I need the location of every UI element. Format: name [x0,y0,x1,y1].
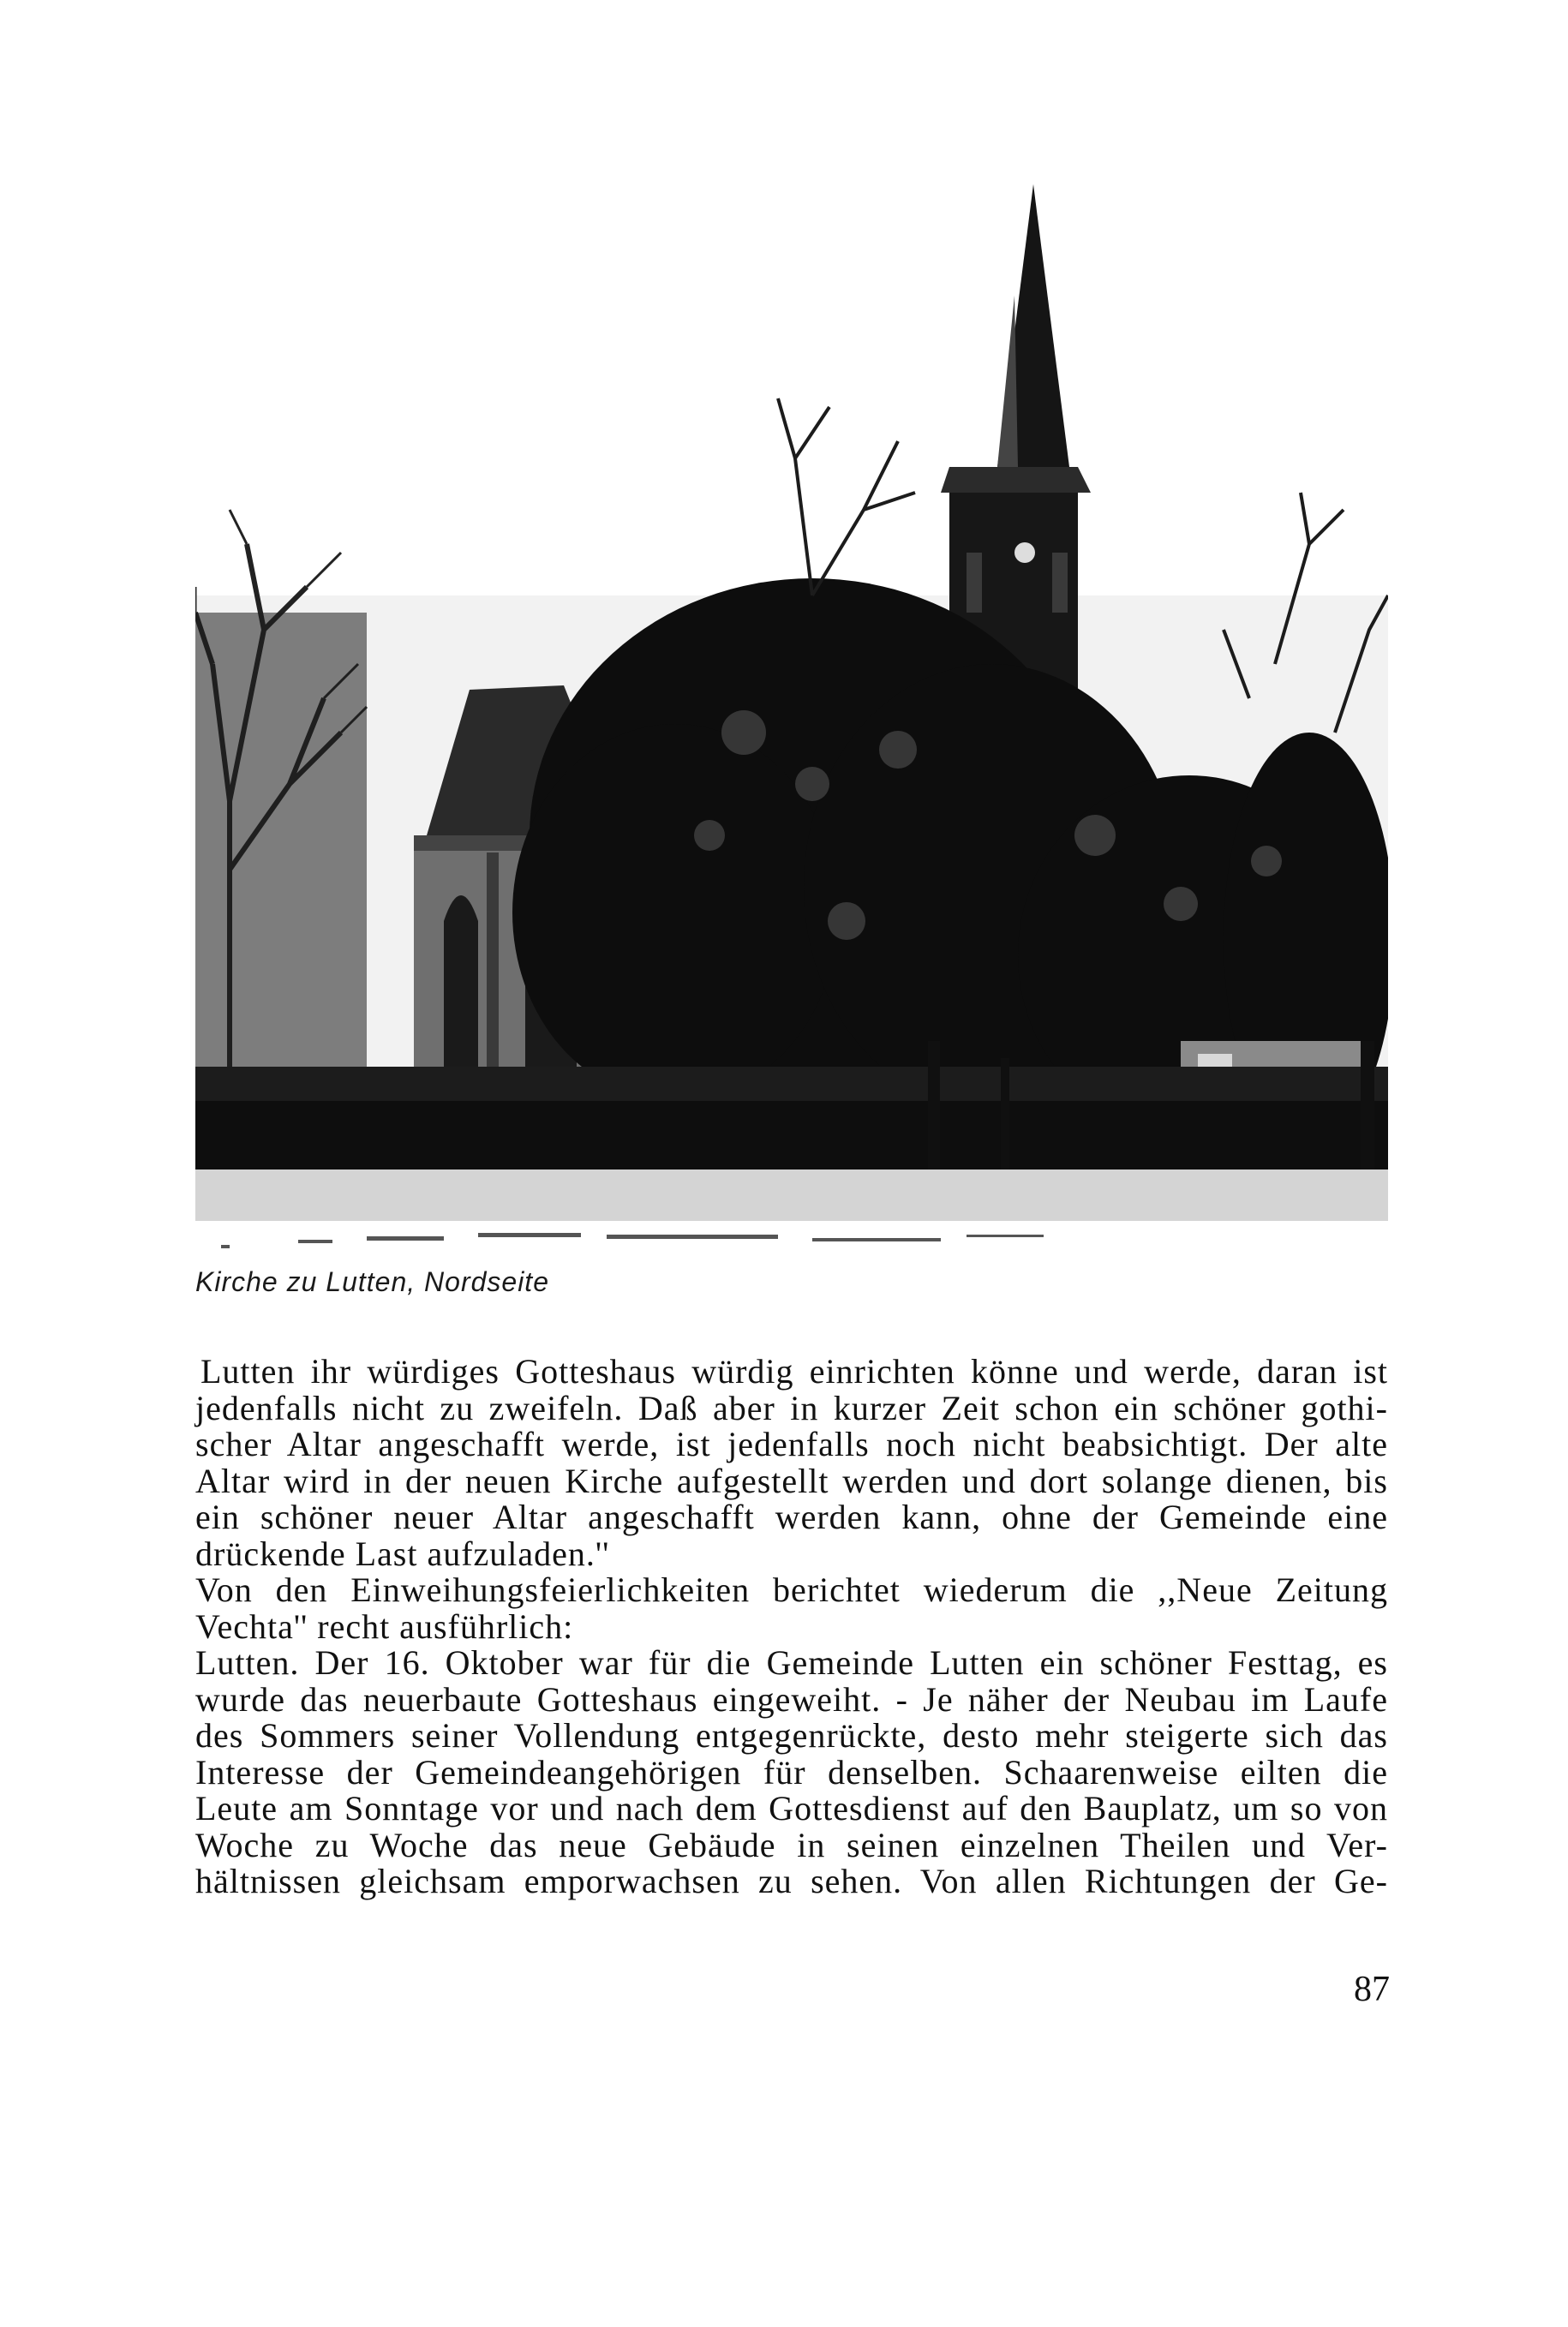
hedge [195,1067,1388,1101]
text-line: Lutten ihr würdiges Gotteshaus würdig einrichten könne und werde, daran ist [200,1352,1388,1391]
text-line: Interesse der Gemeindeangehörigen für denselben. Schaarenweise eilten die [195,1752,1388,1792]
figure-caption: Kirche zu Lutten, Nordseite [195,1266,549,1297]
text-line: Lutten. Der 16. Oktober war für die Gemeinde Lutten ein schöner Festtag, es [195,1643,1388,1682]
text-line: ein schöner neuer Altar angeschafft werden kann, ohne der Gemeinde eine [195,1498,1388,1536]
text-line: Altar wird in der neuen Kirche aufgestellt werden und dort solange dienen, bis [195,1461,1388,1500]
body-text [195,1354,1388,1900]
text-line: wurde das neuerbaute Gotteshaus eingeweiht. - Je näher der Neubau im Laufe [195,1679,1388,1719]
text-line: Vechta'' recht ausführlich: [195,1606,574,1646]
text-line: Von den Einweihungsfeierlichkeiten berichtet wiederum die ,,Neue Zeitung [195,1570,1388,1609]
ground [195,1169,1388,1221]
text-line: jedenfalls nicht zu zweifeln. Daß aber in kurzer Zeit schon ein schöner gothi- [195,1388,1388,1427]
text-line: drückende Last aufzuladen.'' [195,1534,610,1573]
text-line: des Sommers seiner Vollendung entgegenrückte, desto mehr steigerte sich das [195,1716,1388,1755]
text-line: scher Altar angeschafft werde, ist jedenfalls noch nicht beabsichtigt. Der alte [195,1425,1388,1463]
page-number: 87 [1354,1970,1390,2009]
text-line: hältnissen gleichsam emporwachsen zu sehen. Von allen Richtungen der Ge- [195,1862,1388,1900]
text-line: Leute am Sonntage vor und nach dem Gottesdienst auf den Bauplatz, um so von [195,1789,1388,1828]
text-line: Woche zu Woche das neue Gebäude in seinen einzelnen Theilen und Ver- [195,1825,1388,1864]
church-photo [195,184,1388,1255]
